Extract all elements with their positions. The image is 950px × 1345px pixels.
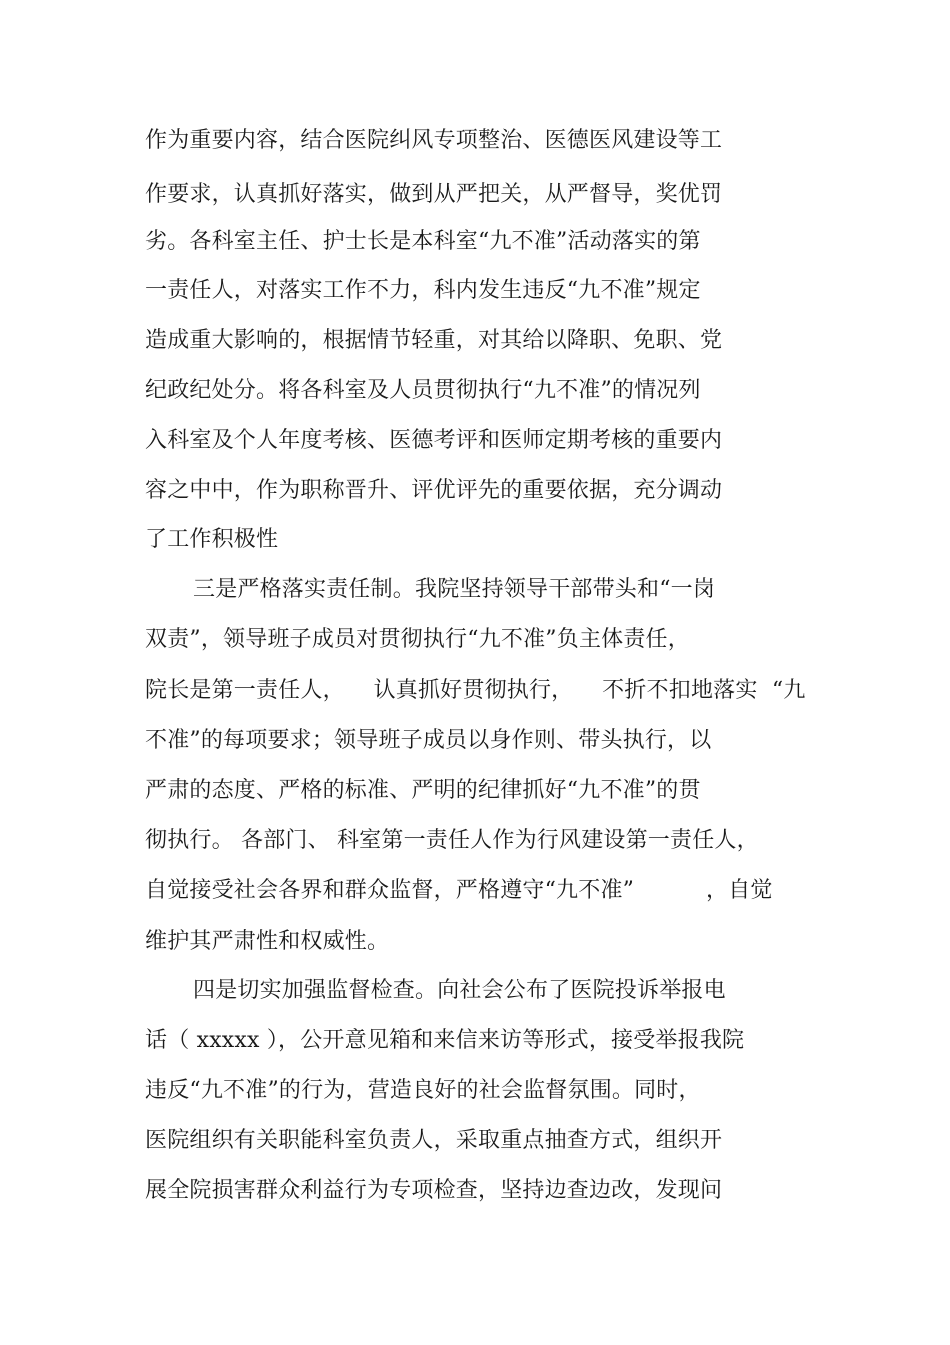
body-text-line: 违反“九不准”的行为，营造良好的社会监督氛围。同时， <box>145 1078 701 1103</box>
body-text-line: 纪政纪处分。将各科室及人员贯彻执行“九不准”的情况列 <box>145 378 701 403</box>
paragraph-first-line: 四是切实加强监督检查。向社会公布了医院投诉举报电 <box>193 978 726 1003</box>
paragraph-first-line: 三是严格落实责任制。我院坚持领导干部带头和“一岗 <box>193 577 716 602</box>
body-text-line: 不准”的每项要求；领导班子成员以身作则、带头执行，以 <box>145 728 712 753</box>
body-text-line: 双责”，领导班子成员对贯彻执行“九不准”负主体责任， <box>145 627 690 652</box>
body-text-line: 劣。各科室主任、护士长是本科室“九不准”活动落实的第 <box>145 229 701 254</box>
body-text-line: 造成重大影响的，根据情节轻重，对其给以降职、免职、党 <box>145 328 723 353</box>
body-text-line: 了工作积极性 <box>145 527 279 552</box>
body-text-line: 医院组织有关职能科室负责人，采取重点抽查方式，组织开 <box>145 1128 723 1153</box>
body-text-line: 维护其严肃性和权威性。 <box>145 929 390 954</box>
body-text-line: 容之中中，作为职称晋升、评优评先的重要依据，充分调动 <box>145 478 723 503</box>
body-text-line: 彻执行。 各部门、 科室第一责任人作为行风建设第一责任人， <box>145 828 759 853</box>
body-text-line: 展全院损害群众利益行为专项检查，坚持边查边改，发现问 <box>145 1178 723 1203</box>
body-text-line: 院长是第一责任人， 认真抓好贯彻执行， 不折不扣地落实 “九 <box>145 678 806 703</box>
body-text-line: 作为重要内容，结合医院纠风专项整治、医德医风建设等工 <box>145 128 723 153</box>
body-text-line: 一责任人，对落实工作不力，科内发生违反“九不准”规定 <box>145 278 701 303</box>
body-text-line: 话（ xxxxx ），公开意见箱和来信来访等形式，接受举报我院 <box>145 1028 745 1053</box>
body-text-line: 作要求，认真抓好落实，做到从严把关，从严督导，奖优罚 <box>145 182 723 207</box>
body-text-line: 自觉接受社会各界和群众监督，严格遵守“九不准” ，自觉 <box>145 878 773 903</box>
body-text-line: 入科室及个人年度考核、医德考评和医师定期考核的重要内 <box>145 428 723 453</box>
body-text-line: 严肃的态度、严格的标准、严明的纪律抓好“九不准”的贯 <box>145 778 701 803</box>
